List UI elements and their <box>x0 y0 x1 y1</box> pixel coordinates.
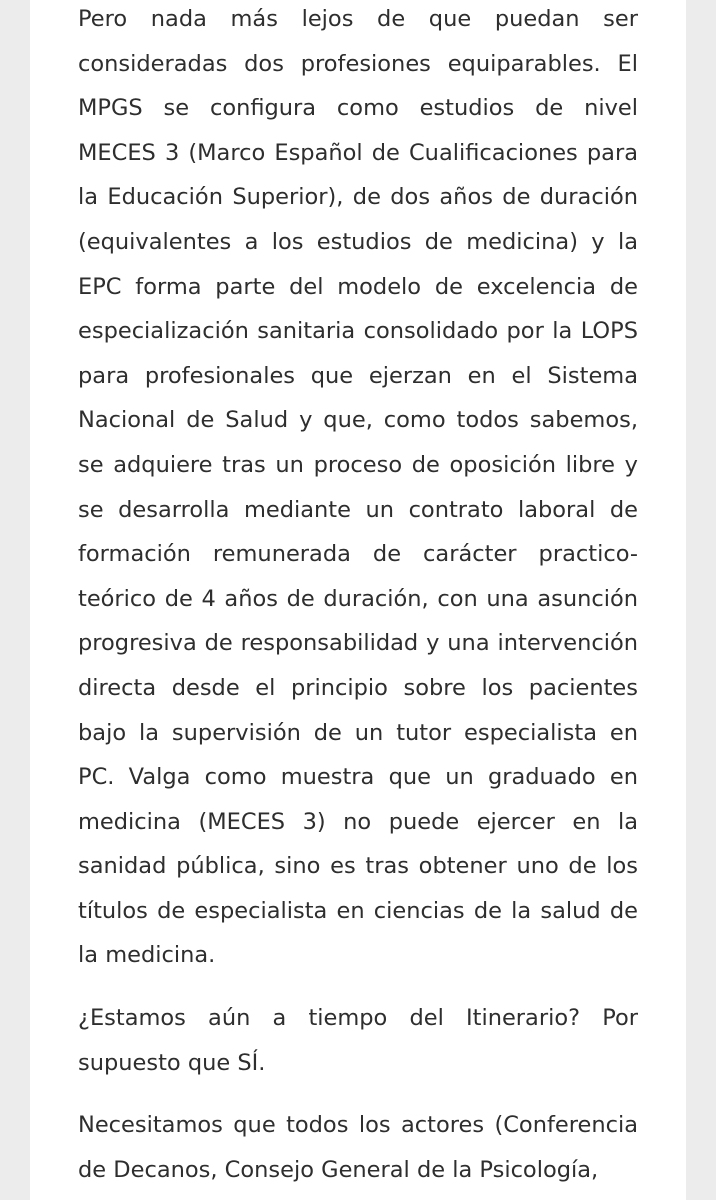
paragraph-itinerary-question: ¿Estamos aún a tiempo del Itinerario? Por supuesto que SÍ. <box>78 1005 638 1076</box>
document-page <box>30 0 686 1200</box>
paragraph-actors-needed: Necesitamos que todos los actores (Conferencia de Decanos, Consejo General de la Psicología, <box>78 1112 638 1183</box>
paragraph-professions-comparison: Pero nada más lejos de que puedan ser consideradas dos profesiones equiparables. El MPGS se configura como estudios de nivel MECES 3 (Marco Español de Cualificaciones para la Educación Superior), de dos años de duración (equivalentes a los estudios de medicina) y la EPC forma parte del modelo de excelencia de especialización sanitaria consolidado por la LOPS para profesionales que ejerzan en el Sistema Nacional de Salud y que, como todos sabemos, se adquiere tras un proceso de oposición libre y se desarrolla mediante un contrato laboral de formación remunerada de carácter practico-teórico de 4 años de duración, con una asunción progresiva de responsabilidad y una intervención directa desde el principio sobre los pacientes bajo la supervisión de un tutor especialista en PC. Valga como muestra que un graduado en medicina (MECES 3) no puede ejercer en la sanidad pública, sino es tras obtener uno de los títulos de especialista en ciencias de la salud de la medicina. <box>78 6 638 969</box>
